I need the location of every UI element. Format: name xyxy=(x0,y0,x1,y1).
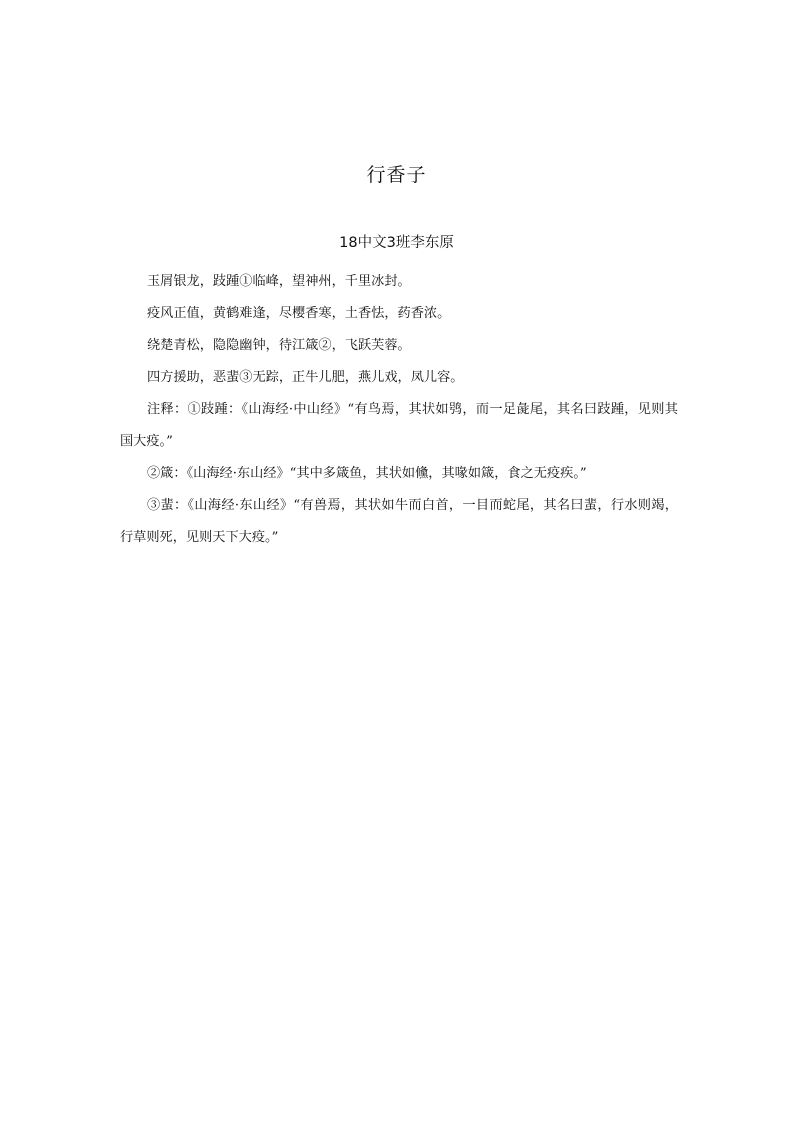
poem-line: 玉屑银龙，跂踵①临峰，望神州，千里冰封。 xyxy=(147,274,411,289)
poem-line: 绕楚青松，隐隐幽钟，待江箴②，飞跃芙蓉。 xyxy=(147,338,411,353)
author-line: 18中文3班李东原 xyxy=(339,235,454,251)
poem-body xyxy=(120,266,678,554)
note-paragraph: ③蜚：《山海经·东山经》“有兽焉，其状如牛而白首，一目而蛇尾，其名曰蜚，行水则竭，行草则死，见则天下大疫。” xyxy=(120,498,678,545)
poem-line: 四方援助，恶蜚③无踪，正牛儿肥，燕儿戏，凤儿容。 xyxy=(147,370,464,385)
poem-title: 行香子 xyxy=(366,164,427,186)
note-paragraph: 注释：①跂踵：《山海经·中山经》“有鸟焉，其状如鸮，而一足彘尾，其名曰跂踵，见则其国大疫。” xyxy=(120,402,678,449)
note-paragraph: ②箴：《山海经·东山经》“其中多箴鱼，其状如儵，其喙如箴，食之无疫疾。” xyxy=(147,466,587,481)
poem-line: 疫风正值，黄鹤难逢，尽樱香寒，土香怯，药香浓。 xyxy=(147,306,451,321)
